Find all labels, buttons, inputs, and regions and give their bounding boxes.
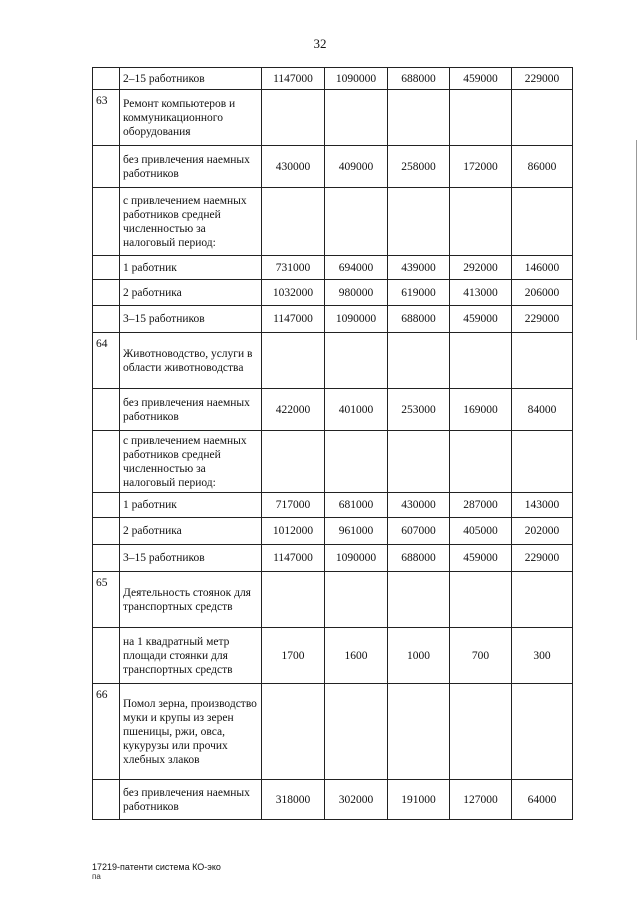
value-cell: 1032000 [262, 280, 325, 306]
table-row [93, 780, 573, 820]
value-cell: 1000 [388, 628, 450, 684]
value-cell: 694000 [325, 256, 388, 280]
value-cell: 229000 [512, 545, 573, 572]
value-cell: 619000 [388, 280, 450, 306]
tariff-table [92, 67, 573, 820]
value-cell: 1090000 [325, 306, 388, 333]
value-cell [262, 188, 325, 256]
value-cell: 688000 [388, 545, 450, 572]
row-number: 66 [93, 684, 120, 780]
value-cell [262, 431, 325, 493]
value-cell: 405000 [450, 518, 512, 545]
row-description: 1 работник [120, 493, 262, 518]
table-body [93, 68, 573, 820]
value-cell [388, 188, 450, 256]
value-cell: 688000 [388, 306, 450, 333]
value-cell: 300 [512, 628, 573, 684]
value-cell: 700 [450, 628, 512, 684]
value-cell [262, 684, 325, 780]
value-cell [262, 90, 325, 146]
value-cell: 459000 [450, 545, 512, 572]
value-cell [512, 431, 573, 493]
row-number [93, 493, 120, 518]
value-cell [262, 333, 325, 389]
table-row [93, 280, 573, 306]
value-cell: 961000 [325, 518, 388, 545]
value-cell [512, 333, 573, 389]
value-cell [512, 188, 573, 256]
value-cell [388, 684, 450, 780]
value-cell: 688000 [388, 68, 450, 90]
table-row [93, 545, 573, 572]
value-cell: 1012000 [262, 518, 325, 545]
value-cell [325, 188, 388, 256]
value-cell: 302000 [325, 780, 388, 820]
value-cell: 143000 [512, 493, 573, 518]
row-description: 3–15 работников [120, 545, 262, 572]
row-number [93, 146, 120, 188]
value-cell: 1090000 [325, 545, 388, 572]
value-cell: 172000 [450, 146, 512, 188]
value-cell [450, 431, 512, 493]
value-cell [450, 333, 512, 389]
row-description: 2 работника [120, 518, 262, 545]
value-cell [325, 90, 388, 146]
row-description: Помол зерна, производство муки и крупы из зерен пшеницы, ржи, овса, кукурузы или прочих хлебных злаков [120, 684, 262, 780]
row-description: без привлечения наемных работников [120, 389, 262, 431]
value-cell: 413000 [450, 280, 512, 306]
row-description: Деятельность стоянок для транспортных средств [120, 572, 262, 628]
value-cell: 409000 [325, 146, 388, 188]
value-cell: 191000 [388, 780, 450, 820]
row-number [93, 280, 120, 306]
value-cell: 1147000 [262, 545, 325, 572]
value-cell: 717000 [262, 493, 325, 518]
table-row [93, 68, 573, 90]
footer-line-1: 17219-патенти система КО-эко [92, 862, 221, 872]
table-row [93, 572, 573, 628]
row-number [93, 431, 120, 493]
value-cell: 229000 [512, 68, 573, 90]
value-cell: 1090000 [325, 68, 388, 90]
row-description: 2–15 работников [120, 68, 262, 90]
value-cell [388, 431, 450, 493]
value-cell: 1700 [262, 628, 325, 684]
table-row [93, 493, 573, 518]
value-cell: 287000 [450, 493, 512, 518]
value-cell: 430000 [262, 146, 325, 188]
value-cell: 202000 [512, 518, 573, 545]
row-number [93, 306, 120, 333]
value-cell [325, 431, 388, 493]
value-cell: 459000 [450, 306, 512, 333]
row-description: на 1 квадратный метр площади стоянки для транспортных средств [120, 628, 262, 684]
row-description: с привлечением наемных работников средней численностью за налоговый период: [120, 431, 262, 493]
row-description: с привлечением наемных работников средней численностью за налоговый период: [120, 188, 262, 256]
value-cell: 980000 [325, 280, 388, 306]
value-cell [325, 572, 388, 628]
row-number: 63 [93, 90, 120, 146]
row-description: без привлечения наемных работников [120, 146, 262, 188]
row-description: Животноводство, услуги в области животноводства [120, 333, 262, 389]
value-cell: 681000 [325, 493, 388, 518]
value-cell: 1147000 [262, 306, 325, 333]
row-number: 64 [93, 333, 120, 389]
value-cell [512, 572, 573, 628]
row-number [93, 628, 120, 684]
row-number [93, 545, 120, 572]
value-cell: 146000 [512, 256, 573, 280]
row-description: 2 работника [120, 280, 262, 306]
row-description: 3–15 работников [120, 306, 262, 333]
value-cell: 430000 [388, 493, 450, 518]
value-cell [450, 90, 512, 146]
row-number [93, 389, 120, 431]
table-row [93, 431, 573, 493]
table-row [93, 306, 573, 333]
value-cell: 607000 [388, 518, 450, 545]
value-cell [450, 188, 512, 256]
value-cell: 64000 [512, 780, 573, 820]
value-cell [262, 572, 325, 628]
value-cell: 229000 [512, 306, 573, 333]
value-cell [450, 684, 512, 780]
value-cell: 318000 [262, 780, 325, 820]
table-row [93, 333, 573, 389]
value-cell: 459000 [450, 68, 512, 90]
footer-line-2: па [92, 872, 101, 881]
table-row [93, 188, 573, 256]
row-number [93, 780, 120, 820]
table-row [93, 389, 573, 431]
value-cell [325, 684, 388, 780]
table-row [93, 684, 573, 780]
value-cell [512, 90, 573, 146]
value-cell: 84000 [512, 389, 573, 431]
value-cell: 258000 [388, 146, 450, 188]
value-cell: 127000 [450, 780, 512, 820]
value-cell [512, 684, 573, 780]
row-number: 65 [93, 572, 120, 628]
row-description: Ремонт компьютеров и коммуникационного оборудования [120, 90, 262, 146]
row-description: 1 работник [120, 256, 262, 280]
value-cell: 169000 [450, 389, 512, 431]
footer-note [92, 862, 221, 882]
value-cell [388, 90, 450, 146]
edge-mark [636, 140, 637, 340]
value-cell [450, 572, 512, 628]
row-number [93, 256, 120, 280]
value-cell: 731000 [262, 256, 325, 280]
value-cell: 206000 [512, 280, 573, 306]
value-cell: 1600 [325, 628, 388, 684]
table-row [93, 90, 573, 146]
row-description: без привлечения наемных работников [120, 780, 262, 820]
row-number [93, 188, 120, 256]
table-row [93, 256, 573, 280]
value-cell: 253000 [388, 389, 450, 431]
value-cell: 401000 [325, 389, 388, 431]
value-cell: 86000 [512, 146, 573, 188]
value-cell: 422000 [262, 389, 325, 431]
table-row [93, 146, 573, 188]
value-cell [388, 572, 450, 628]
value-cell: 1147000 [262, 68, 325, 90]
value-cell [325, 333, 388, 389]
table-row [93, 518, 573, 545]
table-row [93, 628, 573, 684]
page-number: 32 [313, 36, 327, 51]
value-cell: 292000 [450, 256, 512, 280]
row-number [93, 518, 120, 545]
row-number [93, 68, 120, 90]
value-cell [388, 333, 450, 389]
value-cell: 439000 [388, 256, 450, 280]
